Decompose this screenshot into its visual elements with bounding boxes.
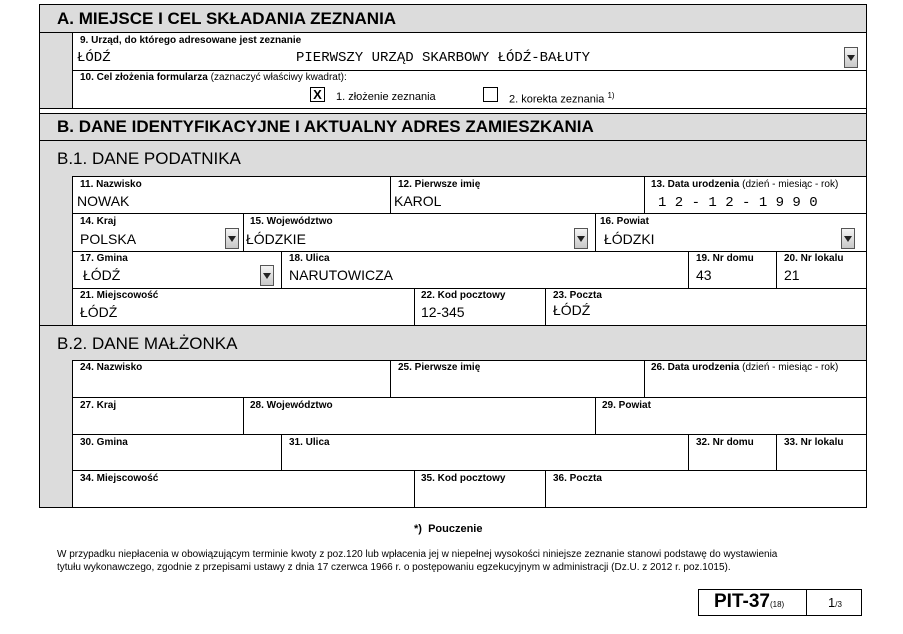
- field-24-label: 24. Nazwisko: [80, 362, 143, 373]
- option-1-label: 1. złożenie zeznania: [336, 91, 436, 103]
- section-b-title: B. DANE IDENTYFIKACYJNE I AKTUALNY ADRES ZAMIESZKANIA: [57, 117, 594, 136]
- field-15-value[interactable]: ŁÓDZKIE: [246, 231, 306, 247]
- field-20-label: 20. Nr lokalu: [784, 253, 844, 264]
- field-14-label: 14. Kraj: [80, 216, 117, 227]
- form-version: (18): [769, 600, 785, 609]
- section-a-margin: [40, 32, 73, 108]
- field-26-label: [651, 362, 838, 373]
- field-16-value[interactable]: ŁÓDZKI: [604, 231, 655, 247]
- field-25-label: 25. Pierwsze imię: [398, 362, 481, 373]
- field-19-label: 19. Nr domu: [696, 253, 754, 264]
- chevron-down-icon: [577, 236, 585, 242]
- checkbox-korekta[interactable]: [483, 87, 498, 102]
- field-13-value[interactable]: 1 2 - 1 2 - 1 9 9 0: [658, 195, 818, 211]
- field-14-value[interactable]: POLSKA: [80, 231, 137, 247]
- field-12-value[interactable]: KAROL: [394, 193, 442, 209]
- field-22-label: 22. Kod pocztowy: [421, 290, 506, 301]
- page-current: 1: [828, 595, 836, 610]
- option-2-footnote: 1): [607, 91, 615, 100]
- field-27-label: 27. Kraj: [80, 400, 117, 411]
- field-10-label-text: 10. Cel złożenia formularza: [80, 72, 208, 83]
- field-13-label: [651, 179, 838, 190]
- notice-title: Pouczenie: [428, 523, 483, 535]
- field-17-value[interactable]: ŁÓDŹ: [83, 267, 121, 283]
- field-9-office[interactable]: PIERWSZY URZĄD SKARBOWY ŁÓDŹ-BAŁUTY: [296, 50, 591, 66]
- page-number: [828, 595, 842, 610]
- field-31-label: 31. Ulica: [289, 437, 330, 448]
- field-15-dropdown[interactable]: [574, 228, 588, 249]
- field-14-dropdown[interactable]: [225, 228, 239, 249]
- form-name: PIT-37: [714, 591, 770, 612]
- field-26-label-text: 26. Data urodzenia: [651, 362, 740, 373]
- chevron-down-icon: [263, 273, 271, 279]
- field-19-value[interactable]: 43: [696, 267, 712, 283]
- field-9-label: 9. Urząd, do którego adresowane jest zeznanie: [80, 35, 302, 46]
- field-13-hint: (dzień - miesiąc - rok): [742, 179, 839, 190]
- field-10-hint: (zaznaczyć właściwy kwadrat):: [210, 72, 347, 83]
- section-b2-margin: [40, 360, 73, 507]
- chevron-down-icon: [844, 236, 852, 242]
- section-b2-title: B.2. DANE MAŁŻONKA: [57, 334, 238, 353]
- checkbox-zlozenie[interactable]: [310, 87, 325, 102]
- notice-line-1: W przypadku niepłacenia w obowiązującym terminie kwoty z poz.120 lub wpłacenia jej w niepełnej wysokości niniejsze zeznanie stanowi podstawę do wystawienia: [57, 549, 778, 560]
- chevron-down-icon: [228, 236, 236, 242]
- field-21-label: 21. Miejscowość: [80, 290, 159, 301]
- notice-line-2: tytułu wykonawczego, zgodnie z przepisami ustawy z dnia 17 czerwca 1966 r. o postępowaniu egzekucyjnym w administracji (Dz.U. z 2012 r. poz.1015).: [57, 562, 731, 573]
- notice-text: [57, 548, 857, 574]
- option-2-label: [509, 91, 615, 106]
- field-21-value[interactable]: ŁÓDŹ: [80, 304, 118, 320]
- field-10-label: [80, 72, 347, 83]
- notice-marker: *): [414, 523, 422, 535]
- field-26-hint: (dzień - miesiąc - rok): [742, 362, 839, 373]
- field-12-label: 12. Pierwsze imię: [398, 179, 481, 190]
- field-33-label: 33. Nr lokalu: [784, 437, 844, 448]
- notice-heading: [414, 523, 482, 535]
- field-36-label: 36. Poczta: [553, 473, 602, 484]
- field-29-label: 29. Powiat: [602, 400, 651, 411]
- form-code: [714, 591, 784, 613]
- field-17-label: 17. Gmina: [80, 253, 128, 264]
- option-2-text: 2. korekta zeznania: [509, 93, 605, 106]
- section-b1-margin: [40, 176, 73, 326]
- field-30-label: 30. Gmina: [80, 437, 128, 448]
- chevron-down-icon: [847, 55, 855, 61]
- field-16-dropdown[interactable]: [841, 228, 855, 249]
- field-20-value[interactable]: 21: [784, 267, 800, 283]
- field-11-value[interactable]: NOWAK: [77, 193, 130, 209]
- field-18-value[interactable]: NARUTOWICZA: [289, 267, 393, 283]
- x-mark-icon: X: [313, 87, 322, 102]
- field-17-dropdown[interactable]: [260, 265, 274, 286]
- field-9-dropdown[interactable]: [844, 47, 858, 68]
- field-18-label: 18. Ulica: [289, 253, 330, 264]
- field-34-label: 34. Miejscowość: [80, 473, 159, 484]
- field-16-label: 16. Powiat: [600, 216, 649, 227]
- field-32-label: 32. Nr domu: [696, 437, 754, 448]
- field-11-label: 11. Nazwisko: [80, 179, 142, 190]
- field-23-value[interactable]: ŁÓDŹ: [553, 302, 591, 318]
- page-total: /3: [835, 600, 842, 609]
- field-35-label: 35. Kod pocztowy: [421, 473, 506, 484]
- field-23-label: 23. Poczta: [553, 290, 602, 301]
- field-13-label-text: 13. Data urodzenia: [651, 179, 740, 190]
- field-28-label: 28. Województwo: [250, 400, 333, 411]
- field-22-value[interactable]: 12-345: [421, 304, 465, 320]
- section-b1-title: B.1. DANE PODATNIKA: [57, 149, 241, 168]
- field-9-city: ŁÓDŹ: [77, 50, 111, 66]
- section-a-title: A. MIEJSCE I CEL SKŁADANIA ZEZNANIA: [57, 9, 397, 28]
- field-15-label: 15. Województwo: [250, 216, 333, 227]
